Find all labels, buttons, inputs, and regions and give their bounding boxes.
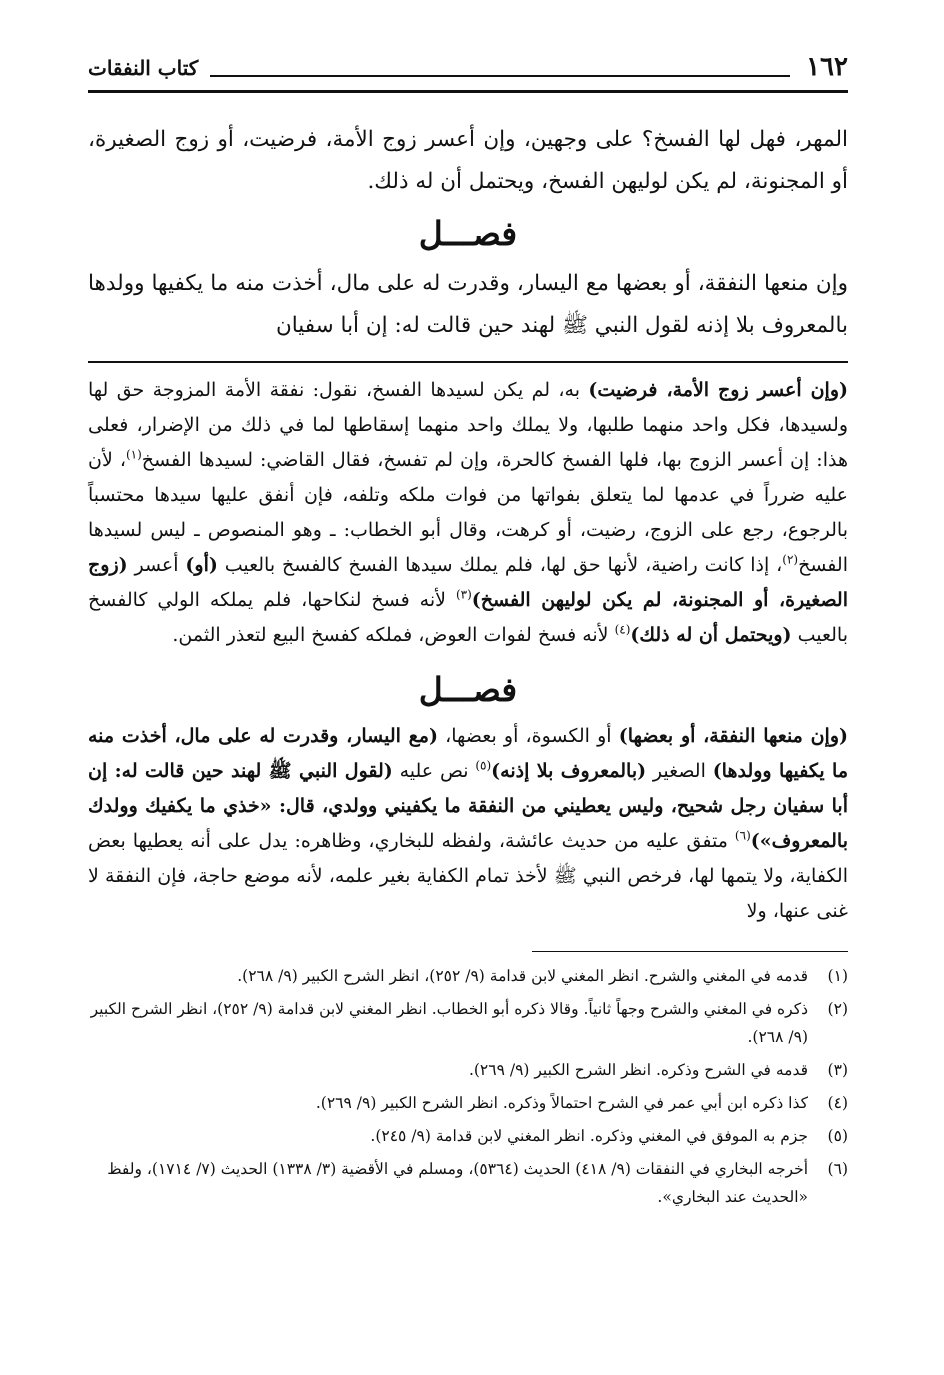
sharh-run: الصغير	[646, 760, 713, 782]
footnote-item	[88, 995, 848, 1051]
footnote-ref[interactable]: (٣)	[455, 587, 472, 602]
sharh-run: لأنه فسخ لفوات العوض، فملكه كفسخ البيع لتعذر الثمن.	[172, 624, 615, 646]
footnote-ref[interactable]: (١)	[125, 447, 142, 462]
footnote-item	[88, 1056, 848, 1084]
sharh-text	[88, 373, 848, 929]
matn-quote: (أو)	[185, 554, 218, 576]
sharh-run: لأنه فسخ لنكاحها، فلم يملكه الولي كالفسخ بالعيب	[88, 589, 848, 646]
footnote-text: جزم به الموفق في المغني وذكره. انظر المغني لابن قدامة (٩/ ٢٤٥).	[370, 1127, 808, 1145]
book-section-title: كتاب النفقات	[88, 56, 199, 80]
book-page	[88, 48, 848, 1216]
matn-sharh-divider	[88, 361, 848, 363]
matn-paragraph: المهر، فهل لها الفسخ؟ على وجهين، وإن أعسر زوج الأمة، فرضيت، أو زوج الصغيرة، أو المجنونة، لم يكن لوليهن الفسخ، ويحتمل أن له ذلك.	[88, 127, 848, 194]
footnote-number: (٤)	[827, 1094, 848, 1112]
footnote-item	[88, 1089, 848, 1117]
page-header	[88, 48, 848, 93]
footnote-text: قدمه في الشرح وذكره. انظر الشرح الكبير (٩/ ٢٦٩).	[468, 1061, 808, 1079]
header-rule	[210, 75, 790, 77]
footnote-item	[88, 962, 848, 990]
footnotes	[88, 962, 848, 1211]
footnote-number: (٣)	[827, 1061, 848, 1079]
matn-quote: (ويحتمل أن له ذلك)	[630, 624, 792, 646]
sharh-run: أو الكسوة، أو بعضها،	[437, 725, 619, 747]
footnote-ref[interactable]: (٥)	[475, 758, 492, 773]
footnote-text: كذا ذكره ابن أبي عمر في الشرح احتمالاً وذكره. انظر الشرح الكبير (٩/ ٢٦٩).	[315, 1094, 808, 1112]
sharh-run: أعسر	[127, 554, 186, 576]
sharh-run: ، إذا كانت راضية، لأنها حق لها، فلم يملك سيدها الفسخ كالفسخ بالعيب	[217, 554, 783, 576]
sharh-run: نص عليه	[392, 760, 476, 782]
matn-text	[88, 119, 848, 347]
footnote-divider	[532, 951, 848, 952]
footnote-number: (٥)	[827, 1127, 848, 1145]
footnote-item	[88, 1122, 848, 1150]
footnote-text: أخرجه البخاري في النفقات (٩/ ٤١٨) الحديث (٥٣٦٤)، ومسلم في الأقضية (٣/ ١٣٣٨) الحديث (٧/ ١٧١٤)، ولفظ «الحديث عند البخاري».	[107, 1160, 808, 1206]
fasl-heading: فصـــل	[418, 670, 518, 709]
page-number: ١٦٢	[806, 52, 848, 82]
sharh-run: به، لم يكن لسيدها الفسخ، نقول: نفقة الأمة المزوجة حق لها ولسيدها، فكل واحد منهما طلبها، ولا يملك واحد منهما إسقاطها لما في ذلك من الإضرار، فعلى هذا: إن أعسر الزوج بها، فلها الفسخ كالحرة، وإن لم تفسخ، فقال القاضي: لسيدها الفسخ	[88, 379, 848, 471]
matn-quote: (مع اليسار، وقدرت له على مال، أخذت منه ما يكفيها وولدها)	[88, 725, 849, 782]
matn-quote: (وإن أعسر زوج الأمة، فرضيت)	[588, 379, 848, 401]
sharh-run: ، لأن عليه ضرراً في عدمها لما يتعلق بفواتها من فوات ملكه وتلفه، فإن أنفق عليها سيدها محتسباً بالرجوع، رجع على الزوج، رضيت، أو كرهت، وقال أبو الخطاب: ـ وهو المنصوص ـ ليس لسيدها الفسخ	[88, 449, 848, 576]
footnote-item	[88, 1155, 848, 1211]
matn-quote: (وإن منعها النفقة، أو بعضها)	[618, 725, 848, 747]
footnote-ref[interactable]: (٤)	[614, 622, 631, 637]
footnote-text: ذكره في المغني والشرح وجهاً ثانياً. وقالا ذكره أبو الخطاب. انظر المغني لابن قدامة (٩/ ٢٥٢)، انظر الشرح الكبير (٩/ ٢٦٨).	[90, 1000, 808, 1046]
sharh-paragraph	[88, 719, 848, 929]
matn-quote: (زوج الصغيرة، أو المجنونة، لم يكن لوليهن الفسخ)	[88, 554, 848, 611]
footnote-number: (١)	[827, 967, 848, 985]
matn-quote: (لقول النبي ﷺ لهند حين قالت له: إن أبا سفيان رجل شحيح، وليس يعطيني من النفقة ما يكفيني وولدي، قال: «خذي ما يكفيك وولدك بالمعروف»)	[88, 760, 848, 852]
sharh-paragraph	[88, 373, 848, 653]
matn-paragraph: وإن منعها النفقة، أو بعضها مع اليسار، وقدرت له على مال، أخذت منه ما يكفيها وولدها بالمعروف بلا إذنه لقول النبي ﷺ لهند حين قالت له: إن أبا سفيان	[88, 271, 848, 338]
footnote-ref[interactable]: (٦)	[734, 828, 751, 843]
footnote-number: (٦)	[827, 1160, 848, 1178]
fasl-heading: فصـــل	[418, 214, 518, 253]
footnote-ref[interactable]: (٢)	[782, 552, 799, 567]
footnote-number: (٢)	[827, 1000, 848, 1018]
matn-quote: (بالمعروف بلا إذنه)	[491, 760, 647, 782]
footnote-text: قدمه في المغني والشرح. انظر المغني لابن قدامة (٩/ ٢٥٢)، انظر الشرح الكبير (٩/ ٢٦٨).	[237, 967, 808, 985]
sharh-run: متفق عليه من حديث عائشة، ولفظه للبخاري، وظاهره: يدل على أنه يعطيها بعض الكفاية، ولا يتمها لها، فرخص النبي ﷺ لأخذ تمام الكفاية بغير علمه، لأنه موضع حاجة، فإن النفقة لا غنى عنها، ولا	[88, 830, 848, 922]
